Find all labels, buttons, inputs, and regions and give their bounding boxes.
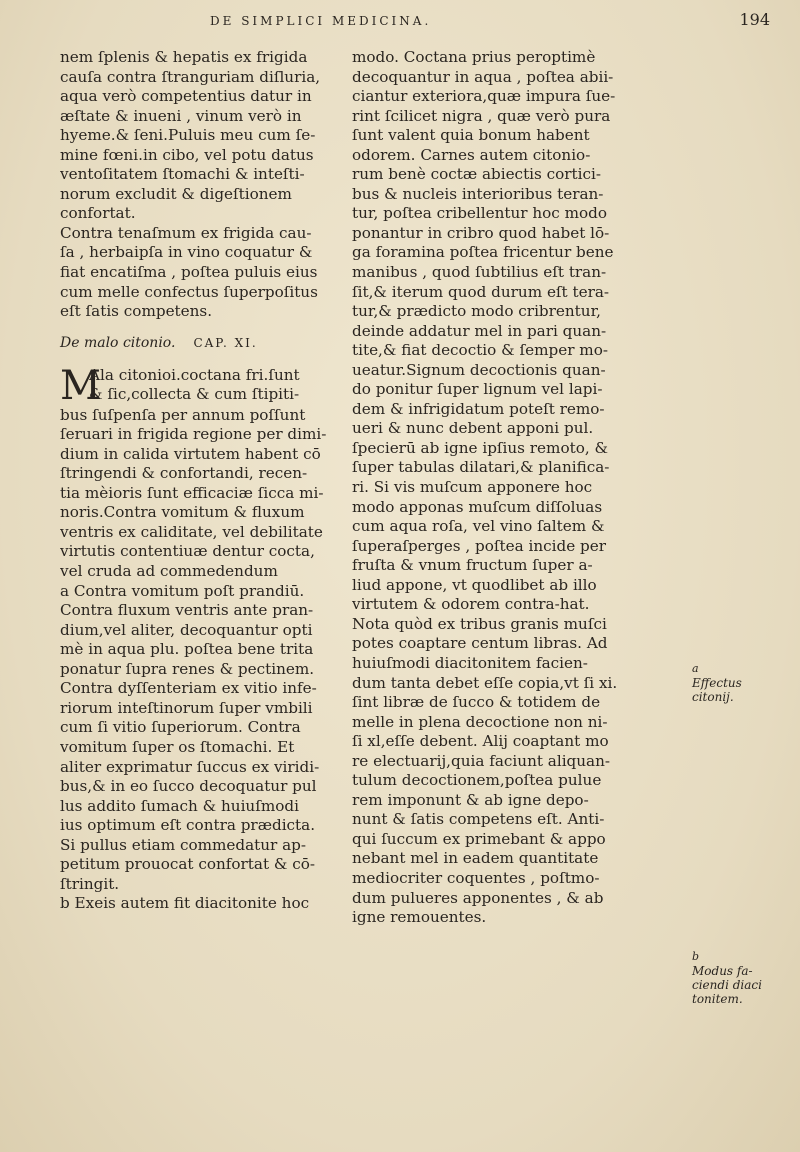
text-line: b Exeis autem fit diacitonite hoc	[60, 894, 310, 913]
text-line: odorem. Carnes autem citonio-	[352, 145, 591, 164]
text-line: virtutis contentiuæ dentur cocta,	[60, 542, 315, 561]
text-line: cauſa contra ſtranguriam diſluria,	[60, 67, 321, 86]
text-line: & ſic,collecta & cum ſtipiti-	[89, 385, 300, 404]
text-line: ſpecierū ab igne ipſius remoto, &	[352, 438, 609, 457]
text-line: bus,& in eo ſucco decoquatur pul	[60, 777, 317, 796]
margin-note-line: ciendi diaci	[692, 978, 762, 992]
left-column-text-bottom	[60, 406, 345, 914]
text-line: cum ſi vitio ſuperiorum. Contra	[60, 718, 301, 737]
text-line: modo apponas muſcum diſſoluas	[352, 497, 603, 516]
text-line: nunt & ſatis competens eſt. Anti-	[352, 810, 605, 829]
text-line: eſt ſatis competens.	[60, 302, 213, 321]
text-line: dum tanta debet eſſe copia,vt ſi xi.	[352, 673, 618, 692]
text-line: Contra dyſſenteriam ex vitio infe-	[60, 679, 317, 698]
text-line: cum aqua roſa, vel vino ſaltem &	[352, 517, 605, 536]
text-line: rem imponunt & ab igne depo-	[352, 790, 589, 809]
margin-note-line: tonitem.	[692, 992, 743, 1006]
text-line: nem ſplenis & hepatis ex frigida	[60, 48, 308, 66]
text-line: norum excludit & digeſtionem	[60, 184, 292, 203]
text-line: dium,vel aliter, decoquantur opti	[60, 620, 313, 639]
text-line: cum melle confectus ſuperpoſitus	[60, 282, 318, 301]
text-line: rint ſcilicet nigra , quæ verò pura	[352, 106, 611, 125]
drop-cap-lines	[60, 366, 345, 405]
text-line: ſunt valent quia bonum habent	[352, 126, 590, 145]
text-line: mediocriter coquentes , poſtmo-	[352, 868, 600, 887]
text-line: qui ſuccum ex primebant & appo	[352, 829, 606, 848]
text-line: ciantur exteriora,quæ impura ſue-	[352, 87, 616, 106]
margin-note-b	[692, 950, 787, 1006]
right-column-text	[352, 48, 682, 928]
text-line: bus & nucleis interioribus teran-	[352, 184, 604, 203]
text-line: lus addito ſumach & huiuſmodi	[60, 796, 299, 815]
text-line: decoquantur in aqua , poſtea abii-	[352, 67, 614, 86]
chapter-title: De malo citonio.	[60, 334, 176, 351]
margin-note-marker: a	[692, 662, 699, 675]
text-line: ſit,& iterum quod durum eſt tera-	[352, 282, 610, 301]
text-line: noris.Contra vomitum & fluxum	[60, 503, 305, 522]
text-line: ſeruari in frigida regione per dimi-	[60, 425, 327, 444]
chapter-number: CAP. XI.	[193, 335, 258, 350]
text-line: liud appone, vt quodlibet ab illo	[352, 575, 597, 594]
text-line: Contra fluxum ventris ante pran-	[60, 601, 314, 620]
text-line: ſtringit.	[60, 874, 120, 893]
text-line: igne remouentes.	[352, 908, 487, 927]
text-line: aliter exprimatur ſuccus ex viridi-	[60, 757, 320, 776]
left-column	[60, 48, 345, 914]
text-line: bus ſuſpenſa per annum poſſunt	[60, 405, 306, 424]
text-line: ſuper tabulas dilatari,& planifica-	[352, 458, 610, 477]
right-column	[352, 48, 682, 928]
text-line: fiat encatiſma , poſtea puluis eius	[60, 263, 318, 282]
running-title: DE SIMPLICI MEDICINA.	[210, 14, 432, 28]
text-line: ſtringendi & confortandi, recen-	[60, 464, 308, 483]
text-line: a Contra vomitum poſt prandiū.	[60, 581, 305, 600]
text-line: tia mèioris ſunt efficaciæ ſicca mi-	[60, 483, 324, 502]
text-line: riorum inteſtinorum ſuper vmbili	[60, 698, 313, 717]
text-line: nebant mel in eadem quantitate	[352, 849, 599, 868]
text-line: mine fœni.in cibo, vel potu datus	[60, 145, 314, 164]
text-line: ponantur in cribro quod habet lō-	[352, 223, 610, 242]
text-line: huiuſmodi diacitonitem facien-	[352, 653, 588, 672]
text-line: rum benè coctæ abiectis cortici-	[352, 165, 602, 184]
text-line: ius optimum eſt contra prædicta.	[60, 816, 316, 835]
left-column-text-top	[60, 48, 345, 322]
margin-note-a	[692, 662, 787, 704]
text-line: Nota quòd ex tribus granis muſci	[352, 614, 607, 633]
text-line: vomitum ſuper os ſtomachi. Et	[60, 737, 295, 756]
text-line: ventris ex caliditate, vel debilitate	[60, 522, 323, 541]
text-line: petitum prouocat confortat & cō-	[60, 855, 315, 874]
text-line: vel cruda ad commedendum	[60, 562, 278, 581]
margin-note-line: citonij.	[692, 690, 734, 704]
text-line: fruſta & vnum fructum ſuper a-	[352, 556, 593, 575]
text-line: re electuarij,quia faciunt aliquan-	[352, 751, 611, 770]
text-line: mè in aqua plu. poſtea bene trita	[60, 640, 314, 659]
text-line: ueatur.Signum decoctionis quan-	[352, 360, 606, 379]
text-line: Si pullus etiam commedatur ap-	[60, 835, 307, 854]
text-line: virtutem & odorem contra-hat.	[352, 595, 590, 614]
page-number: 194	[739, 10, 770, 29]
text-line: Contra tenaſmum ex frigida cau-	[60, 223, 312, 242]
text-line: dum pulueres apponentes , & ab	[352, 888, 604, 907]
text-line: potes coaptare centum libras. Ad	[352, 634, 608, 653]
text-line: tur,& prædicto modo cribrentur,	[352, 302, 601, 321]
text-line: dium in calida virtutem habent cō	[60, 444, 321, 463]
text-line: dem & infrigidatum poteſt remo-	[352, 399, 605, 418]
text-line: ri. Si vis muſcum apponere hoc	[352, 478, 593, 497]
text-line: ponatur ſupra renes & pectinem.	[60, 659, 315, 678]
text-line: ſuperaſperges , poſtea incide per	[352, 536, 606, 555]
text-line: tur, poſtea cribellentur hoc modo	[352, 204, 608, 223]
text-line: do ponitur ſuper lignum vel lapi-	[352, 380, 603, 399]
margin-note-line: Modus fa-	[692, 964, 753, 978]
text-line: æſtate & inueni , vinum verò in	[60, 106, 302, 125]
text-line: confortat.	[60, 204, 136, 223]
drop-cap: M	[60, 365, 101, 406]
drop-cap-block	[60, 366, 345, 406]
text-line: ſi xl,eſſe debent. Alij coaptant mo	[352, 732, 609, 751]
text-line: manibus , quod ſubtilius eſt tran-	[352, 263, 607, 282]
text-line: ſint libræ de ſucco & totidem de	[352, 693, 601, 712]
text-line: ga foramina poſtea fricentur bene	[352, 243, 614, 262]
text-line: hyeme.& ſeni.Puluis meu cum ſe-	[60, 126, 316, 145]
text-line: ſa , herbaipſa in vino coquatur &	[60, 243, 313, 262]
text-line: tite,& fiat decoctio & ſemper mo-	[352, 341, 608, 360]
chapter-heading	[60, 322, 345, 366]
text-line: melle in plena decoctione non ni-	[352, 712, 608, 731]
text-line: Ala citonioi.coctana fri.ſunt	[89, 365, 300, 384]
text-line: ueri & nunc debent apponi pul.	[352, 419, 594, 438]
margin-note-line: Effectus	[692, 676, 742, 690]
text-line: aqua verò competentius datur in	[60, 87, 312, 106]
text-line: deinde addatur mel in pari quan-	[352, 321, 607, 340]
margin-note-marker: b	[692, 950, 700, 963]
text-line: modo. Coctana prius peroptimè	[352, 48, 596, 66]
text-line: ventoſitatem ſtomachi & inteſti-	[60, 165, 305, 184]
text-line: tulum decoctionem,poſtea pulue	[352, 771, 602, 790]
